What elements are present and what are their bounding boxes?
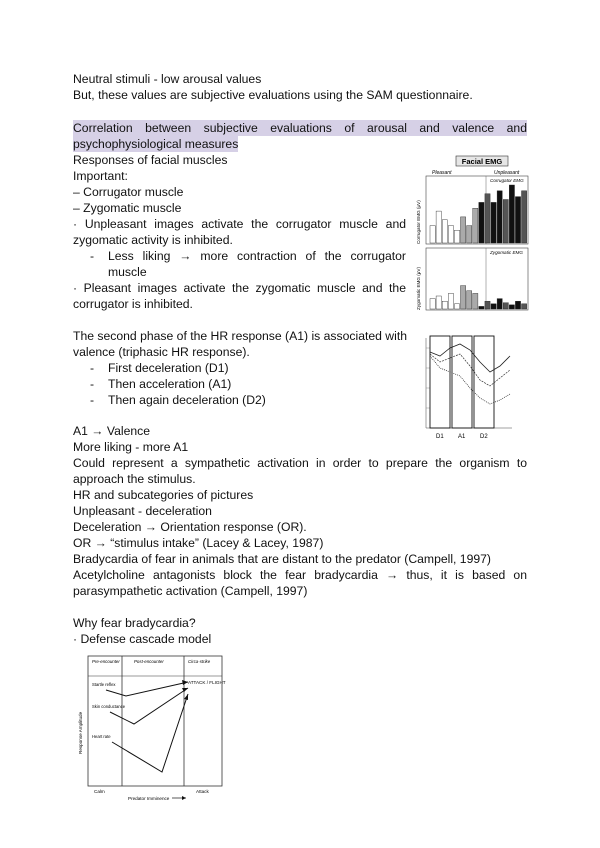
zygomatic-bar [522, 304, 527, 309]
less-liking-line-1: Less liking → more contraction of the corrugator [108, 249, 406, 263]
emg-col-unpleasant: Unpleasant [494, 170, 520, 176]
zygomatic-bar [509, 305, 514, 309]
zygomatic-bar [430, 299, 435, 309]
d1-window [430, 336, 450, 428]
corrugator-bar [436, 211, 441, 243]
emg-title: Facial EMG [461, 157, 503, 166]
or-intake-line: OR → “stimulus intake” (Lacey & Lacey, 1987) [73, 536, 324, 550]
corrugator-bar [473, 208, 478, 243]
sympathetic-line-1: Could represent a sympathetic activation in order to prepare the organism to [73, 456, 527, 470]
hr-bullet-2: Then acceleration (A1) [108, 377, 232, 391]
corrugator-bar [515, 197, 520, 243]
intro-line-2: But, these values are subjective evaluations using the SAM questionnaire. [73, 88, 473, 102]
zygomatic-bar [454, 304, 459, 309]
hr-curve-neutral [430, 354, 510, 386]
hr-line-1: The second phase of the HR response (A1) is associated with [73, 329, 407, 343]
hr-bullet-1-dash: - [90, 361, 95, 375]
cascade-xaxis: Predator Imminence [128, 796, 170, 801]
d2-window [474, 336, 494, 428]
zygomatic-bar [491, 304, 496, 309]
pleasant-line-2: corrugator is inhibited. [73, 297, 193, 311]
zygomatic-bar [467, 291, 472, 309]
defense-cascade-figure [76, 654, 226, 802]
cascade-yaxis: Response Amplitude [78, 711, 83, 754]
facial-muscles-line: Responses of facial muscles [73, 153, 228, 167]
zygomatic-item: – Zygomatic muscle [73, 201, 182, 215]
emg-col-pleasant: Pleasant [432, 170, 452, 176]
zygomatic-bar [442, 301, 447, 309]
less-dash: - [90, 249, 95, 263]
facial-emg-figure [412, 154, 530, 314]
zygomatic-bar [448, 293, 453, 309]
corrugator-item: – Corrugator muscle [73, 185, 184, 199]
important-line: Important: [73, 169, 128, 183]
acetylcholine-line-1: Acetylcholine antagonists block the fear bradycardia → thus, it is based on [73, 568, 527, 582]
hr-line-2: valence (triphasic HR response). [73, 345, 250, 359]
cascade-xlabel-right: Attack [196, 789, 209, 794]
corrugator-ylabel: Corrugator EMG (μV) [416, 200, 421, 244]
zygomatic-label: Zygomatic EMG [490, 250, 523, 255]
corrugator-bar [509, 185, 514, 243]
why-question-line: Why fear bradycardia? [73, 616, 196, 630]
unpleasant-deceleration-line: Unpleasant - deceleration [73, 504, 212, 518]
corrugator-bar [503, 200, 508, 244]
unpleasant-line-1: · Unpleasant images activate the corrugator muscle and [73, 217, 406, 231]
corrugator-bar [522, 191, 527, 243]
cascade-outcome: ATTACK / FLIGHT [188, 680, 226, 685]
hr-bullet-2-dash: - [90, 377, 95, 391]
corrugator-bar [454, 230, 459, 243]
startle-curve [106, 682, 188, 696]
hr-subcategories-line: HR and subcategories of pictures [73, 488, 254, 502]
correlation-heading-line-1: Correlation between subjective evaluations of arousal and valence and [73, 121, 527, 135]
corrugator-bar [479, 202, 484, 243]
zygomatic-bar [461, 286, 466, 309]
hr-bullet-3: Then again deceleration (D2) [108, 393, 266, 407]
corrugator-bar [448, 226, 453, 243]
hr-curve-pleasant [430, 344, 510, 372]
less-liking-line-2: muscle [108, 265, 147, 279]
cascade-row3: Heart rate [92, 734, 111, 739]
bradycardia-line: Bradycardia of fear in animals that are distant to the predator (Campell, 1997) [73, 552, 491, 566]
zygomatic-bar [479, 306, 484, 309]
cascade-col3: Circa-strike [188, 659, 211, 664]
fig-label-d2: D2 [480, 434, 488, 440]
zygomatic-bar [485, 301, 490, 309]
corrugator-label: Corrugator EMG [490, 178, 524, 183]
zygomatic-bar [473, 293, 478, 309]
cascade-row1: Startle reflex [92, 682, 116, 687]
corrugator-bar [442, 220, 447, 243]
defense-cascade-line: · Defense cascade model [73, 632, 212, 646]
cascade-frame [88, 656, 222, 786]
pleasant-line-1: · Pleasant images activate the zygomatic muscle and the [73, 281, 406, 295]
hr-bullet-3-dash: - [90, 393, 95, 407]
unpleasant-line-2: zygomatic activity is inhibited. [73, 233, 233, 247]
acetylcholine-line-2: parasympathetic activation (Campell, 1997) [73, 584, 308, 598]
zygomatic-bar [515, 301, 520, 309]
sympathetic-line-2: approach the stimulus. [73, 472, 196, 486]
hr-bullet-1: First deceleration (D1) [108, 361, 229, 375]
corrugator-bar [497, 191, 502, 243]
corrugator-bar [491, 202, 496, 243]
correlation-heading-line-2: psychophysiological measures [73, 137, 239, 151]
corrugator-bar [461, 217, 466, 243]
zygomatic-ylabel: Zygomatic EMG (μV) [416, 267, 421, 310]
cascade-row2: Skin conductance [92, 704, 126, 709]
cascade-col1: Pre-encounter [92, 659, 120, 664]
corrugator-bar [430, 226, 435, 243]
more-liking-line: More liking - more A1 [73, 440, 189, 454]
intro-line-1: Neutral stimuli - low arousal values [73, 72, 262, 86]
fig-label-a1: A1 [458, 434, 466, 440]
zygomatic-bar [436, 296, 441, 309]
fig-label-d1: D1 [436, 434, 444, 440]
zygomatic-bar [503, 303, 508, 309]
a1-valence-line: A1 → Valence [73, 424, 151, 438]
cascade-xlabel-left: Calm [94, 789, 105, 794]
cascade-col2: Post-encounter [134, 659, 164, 664]
zygomatic-bar [497, 299, 502, 309]
deceleration-or-line: Deceleration → Orientation response (OR). [73, 520, 307, 534]
corrugator-bar [467, 226, 472, 243]
corrugator-bar [485, 194, 490, 243]
hr-triphasic-figure [420, 332, 528, 442]
